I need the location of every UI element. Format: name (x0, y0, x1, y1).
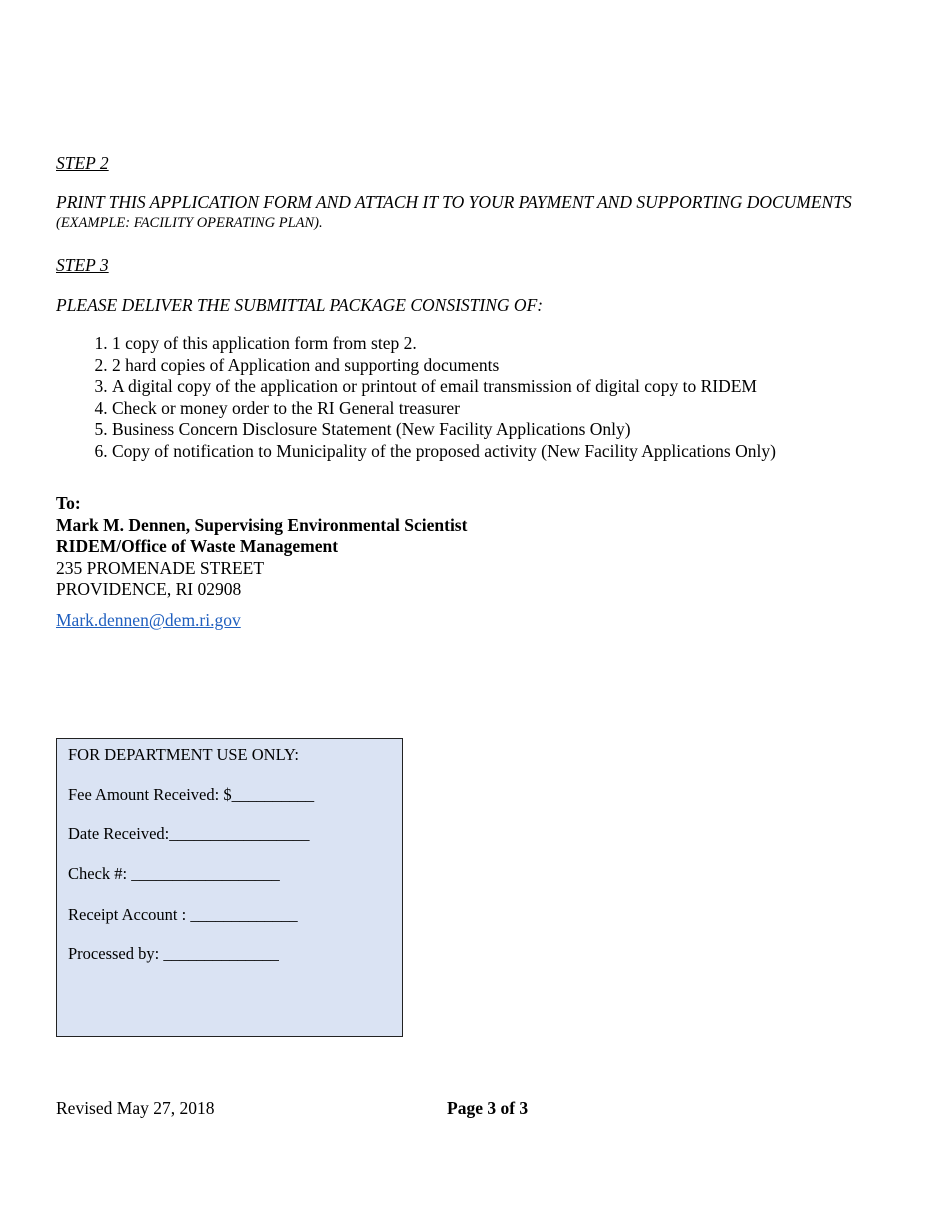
fee-amount-field: Fee Amount Received: $__________ (68, 785, 315, 804)
page-number: Page 3 of 3 (447, 1098, 529, 1118)
recipient-office: RIDEM/Office of Waste Management (56, 536, 339, 556)
step2-instruction: PRINT THIS APPLICATION FORM AND ATTACH IT TO YOUR PAYMENT AND SUPPORTING DOCUMENTS (56, 192, 852, 212)
box-title: FOR DEPARTMENT USE ONLY: (68, 745, 299, 764)
revised-date: Revised May 27, 2018 (56, 1098, 215, 1118)
step3-instruction: PLEASE DELIVER THE SUBMITTAL PACKAGE CONSISTING OF: (56, 295, 544, 315)
list-item: 6. Copy of notification to Municipality of the proposed activity (New Facility Applications Only) (112, 441, 776, 463)
department-use-box (56, 738, 403, 1037)
date-received-field: Date Received:_________________ (68, 824, 310, 843)
list-item: 5. Business Concern Disclosure Statement (New Facility Applications Only) (112, 419, 776, 441)
street-address: 235 PROMENADE STREET (56, 557, 265, 578)
list-item: 4. Check or money order to the RI General treasurer (112, 398, 776, 420)
step2-example: (EXAMPLE: FACILITY OPERATING PLAN). (56, 215, 323, 231)
city-state-zip: PROVIDENCE, RI 02908 (56, 579, 242, 599)
check-number-field: Check #: __________________ (68, 864, 280, 883)
list-item: 2. 2 hard copies of Application and supporting documents (112, 355, 776, 377)
processed-by-field: Processed by: ______________ (68, 944, 279, 963)
email-link[interactable]: Mark.dennen@dem.ri.gov (56, 609, 241, 630)
to-label: To: (56, 493, 81, 513)
list-item: 3. A digital copy of the application or printout of email transmission of digital copy to RIDEM (112, 376, 776, 398)
submittal-list (56, 333, 776, 462)
receipt-account-field: Receipt Account : _____________ (68, 905, 298, 924)
list-item: 1. 1 copy of this application form from step 2. (112, 333, 776, 355)
step3-heading: STEP 3 (56, 255, 109, 275)
mailing-address (56, 493, 467, 631)
recipient-name: Mark M. Dennen, Supervising Environmental Scientist (56, 514, 468, 535)
step2-heading: STEP 2 (56, 153, 109, 173)
